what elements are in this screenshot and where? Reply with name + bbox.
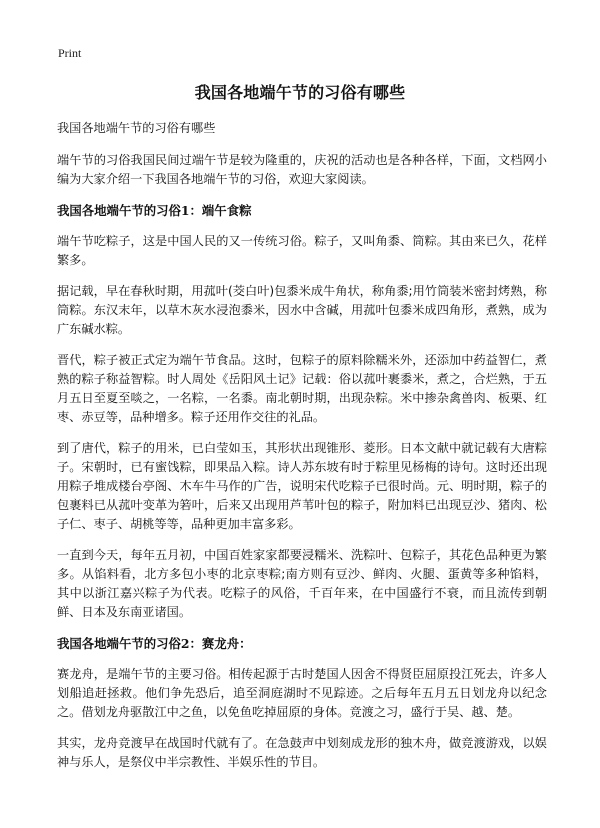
section2-paragraph: 赛龙舟，是端午节的主要习俗。相传起源于古时楚国人因舍不得贤臣屈原投江死去，许多人划船追赶拯救。他们争先恐后，追至洞庭湖时不见踪迹。之后每年五月五日划龙舟以纪念之。借划龙舟驱散江中之鱼，以免鱼吃掉屈原的身体。竞渡之习，盛行于吴、越、楚。 — [57, 667, 547, 719]
page-title: 我国各地端午节的习俗有哪些 — [194, 83, 406, 102]
article-body — [57, 119, 547, 784]
section1-paragraph: 到了唐代，粽子的用米，已白莹如玉，其形状出现锥形、菱形。日本文献中就记载有大唐粽子。宋朝时，已有蜜饯粽，即果品入粽。诗人苏东坡有时于粽里见杨梅的诗句。这时还出现用粽子堆成楼台亭阁、木车牛马作的广告，说明宋代吃粽子已很时尚。元、明时期，粽子的包裹料已从菰叶变革为箬叶，后来又出现用芦苇叶包的粽子，附加料已出现豆沙、猪肉、松子仁、枣子、胡桃等等，品种更加丰富多彩。 — [57, 441, 547, 531]
article-subtitle: 我国各地端午节的习俗有哪些 — [57, 121, 216, 135]
print-link[interactable]: Print — [58, 46, 82, 60]
section1-paragraph: 一直到今天，每年五月初，中国百姓家家都要浸糯米、洗粽叶、包粽子，其花色品种更为繁多。从馅料看，北方多包小枣的北京枣粽;南方则有豆沙、鲜肉、火腿、蛋黄等多种馅料，其中以浙江嘉兴粽子为代表。吃粽子的风俗，千百年来，在中国盛行不衰，而且流传到朝鲜、日本及东南亚诸国。 — [57, 548, 547, 619]
section1-paragraph: 晋代，粽子被正式定为端午节食品。这时，包粽子的原料除糯米外，还添加中药益智仁，煮熟的粽子称益智粽。时人周处《岳阳风土记》记载：俗以菰叶裹黍米，煮之，合烂熟，于五月五日至夏至啖之，一名粽，一名黍。南北朝时期，出现杂粽。米中掺杂禽兽肉、板栗、红枣、赤豆等，品种增多。粽子还用作交往的礼品。 — [57, 353, 547, 424]
intro-paragraph: 端午节的习俗我国民间过端午节是较为隆重的，庆祝的活动也是各种各样，下面，文档网小编为大家介绍一下我国各地端午节的习俗，欢迎大家阅读。 — [57, 153, 547, 186]
section-heading-2: 我国各地端午节的习俗2：赛龙舟： — [57, 636, 252, 651]
section1-paragraph: 据记载，早在春秋时期，用菰叶(茭白叶)包黍米成牛角状，称角黍;用竹筒装米密封烤熟，称筒粽。东汉末年，以草木灰水浸泡黍米，因水中含碱，用菰叶包黍米成四角形，煮熟，成为广东碱水粽。 — [57, 284, 547, 336]
section-heading-1: 我国各地端午节的习俗1：端午食粽 — [57, 203, 252, 218]
section1-paragraph: 端午节吃粽子，这是中国人民的又一传统习俗。粽子，又叫角黍、筒粽。其由来已久，花样繁多。 — [57, 234, 547, 267]
section2-paragraph: 其实，龙舟竞渡早在战国时代就有了。在急鼓声中划刻成龙形的独木舟，做竞渡游戏，以娱神与乐人，是祭仪中半宗教性、半娱乐性的节目。 — [57, 736, 547, 769]
